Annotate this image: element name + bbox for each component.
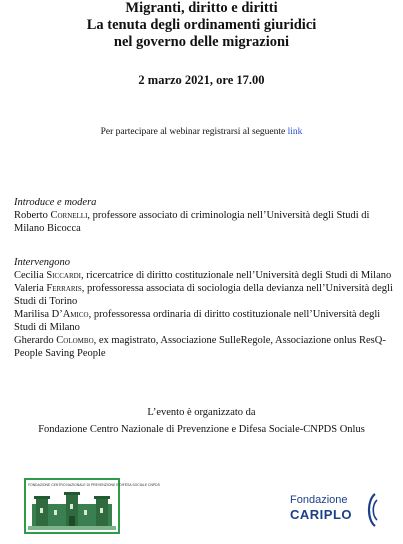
- cariplo-logo-bottom: CARIPLO: [290, 507, 352, 522]
- moderator-role: , professore associato di criminologia nell’Università degli Studi di Milano Bicocca: [14, 210, 370, 234]
- event-date: 2 marzo 2021, ore 17.00: [138, 73, 265, 87]
- speakers-section: [14, 256, 394, 360]
- title-line-1: Migranti, diritto e diritti: [125, 0, 278, 16]
- speaker-first-name: Valeria: [14, 283, 47, 294]
- speaker-last-initial: D’A: [51, 309, 71, 320]
- cariplo-mark-icon: [363, 492, 379, 528]
- title-line-2: La tenuta degli ordinamenti giuridici: [86, 17, 317, 33]
- moderator-last-rest: ornelli: [57, 210, 88, 221]
- castle-illustration-icon: [28, 492, 116, 530]
- speaker-first-name: Gherardo: [14, 335, 57, 346]
- webinar-registration: [0, 127, 403, 137]
- organizer-intro: L’evento è organizzato da: [147, 407, 256, 418]
- organizer-block: [0, 404, 403, 438]
- cariplo-logo: [290, 492, 390, 528]
- intro-section: [14, 196, 394, 235]
- moderator-first-name: Roberto: [14, 210, 51, 221]
- speaker-last-initial: F: [46, 283, 53, 294]
- cariplo-logo-top: Fondazione: [290, 494, 348, 506]
- speaker-last-initial: S: [46, 270, 53, 281]
- speaker-last-rest: erraris: [52, 283, 82, 294]
- speaker-last-rest: mico: [70, 309, 89, 320]
- speaker-last-initial: C: [56, 335, 64, 346]
- speaker-role: , professoressa ordinaria di diritto costituzionale nell’Università degli Studi di Milano: [14, 309, 381, 333]
- intro-heading: Introduce e modera: [14, 197, 97, 208]
- registration-link[interactable]: link: [287, 127, 303, 137]
- speaker-entry: [14, 308, 394, 334]
- speaker-role: , ex magistrato, Associazione SulleRegole, Associazione onlus ResQ-People Saving People: [14, 335, 386, 359]
- speakers-heading: Intervengono: [14, 257, 70, 268]
- speaker-first-name: Cecilia: [14, 270, 47, 281]
- moderator-entry: [14, 209, 394, 235]
- moderator-last-initial: C: [50, 210, 58, 221]
- speaker-role: , professoressa associata di sociologia della devianza nell’Università degli Studi di Torino: [14, 283, 393, 307]
- speaker-entry: [14, 282, 394, 308]
- speaker-role: , ricercatrice di diritto costituzionale nell’Università degli Studi di Milano: [81, 270, 392, 281]
- organizer-name: Fondazione Centro Nazionale di Prevenzione e Difesa Sociale-CNPDS Onlus: [38, 424, 365, 435]
- webinar-text: Per partecipare al webinar registrarsi al seguente: [100, 127, 288, 137]
- cnpds-logo: [24, 478, 160, 534]
- event-title: [0, 0, 403, 51]
- speaker-entry: [14, 269, 394, 282]
- cnpds-logo-text: FONDAZIONE CENTRO NAZIONALE DI PREVENZIONE E DIFESA SOCIALE CNPDS: [28, 483, 160, 487]
- speaker-last-rest: olombo: [63, 335, 94, 346]
- speaker-entry: [14, 334, 394, 360]
- speaker-first-name: Marilisa: [14, 309, 52, 320]
- speaker-last-rest: iccardi: [52, 270, 81, 281]
- title-line-3: nel governo delle migrazioni: [113, 34, 290, 50]
